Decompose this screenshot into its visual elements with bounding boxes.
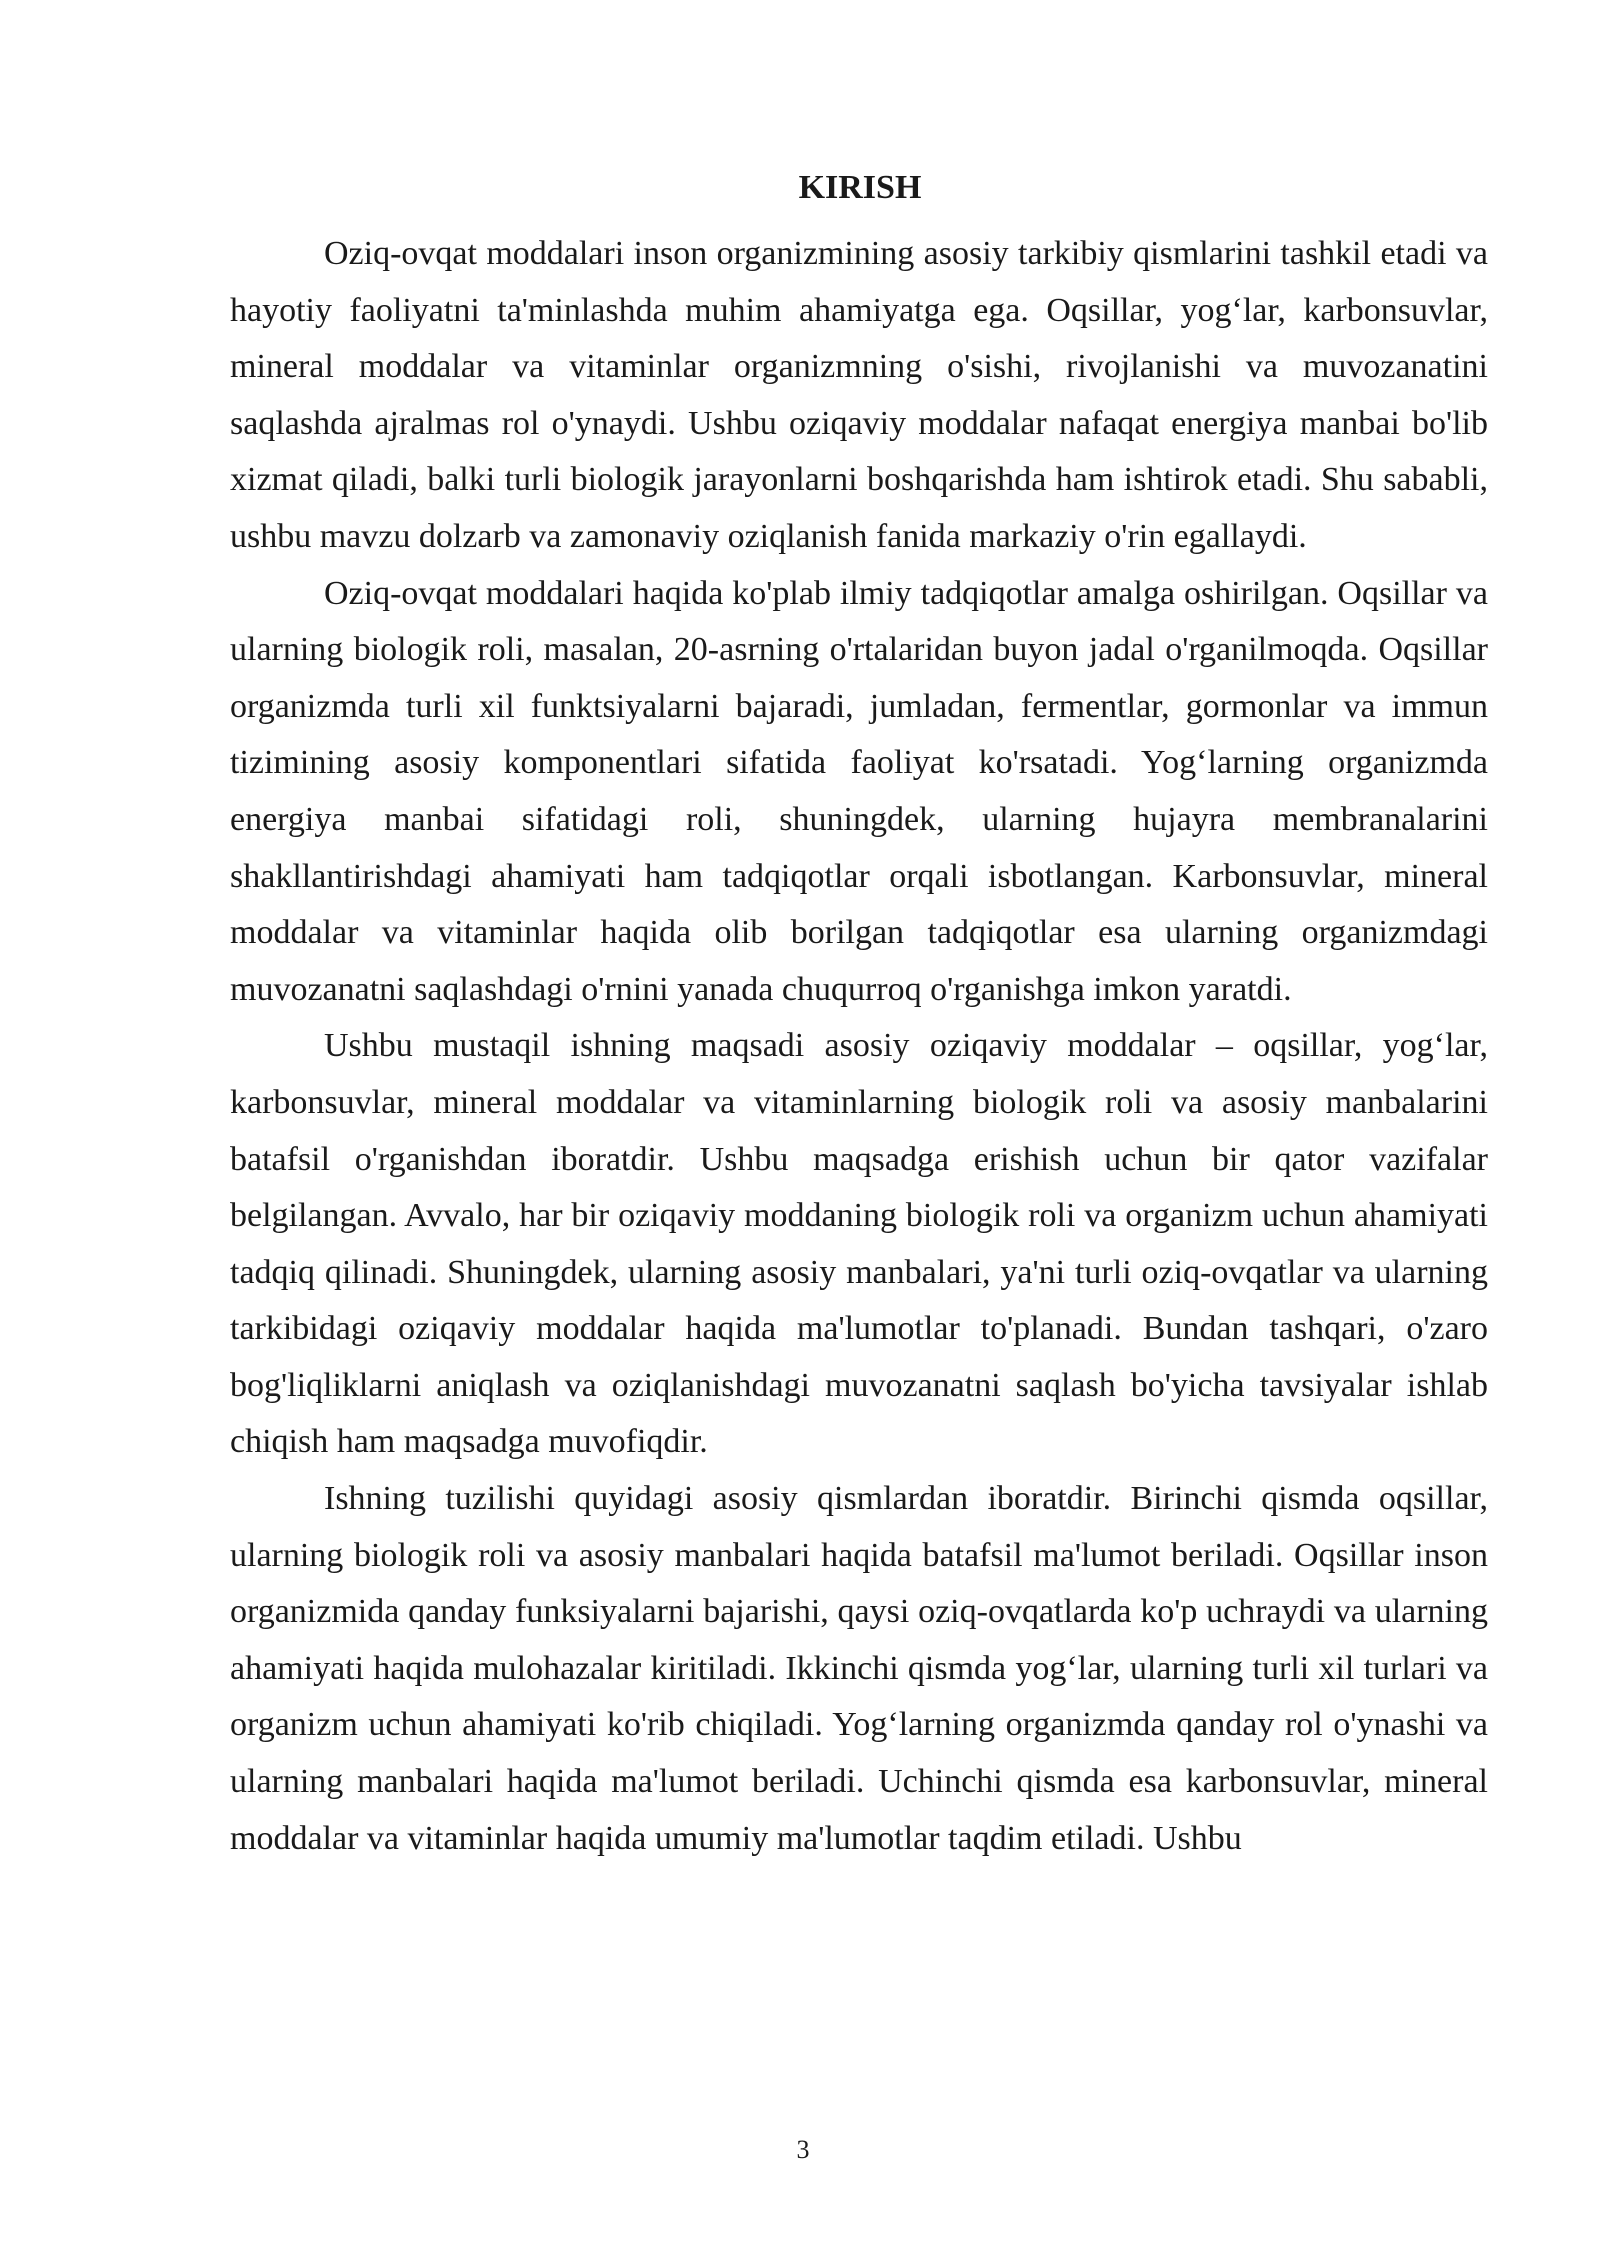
paragraph-structure: Ishning tuzilishi quyidagi asosiy qismlardan iboratdir. Birinchi qismda oqsillar, ularning biologik roli va asosiy manbalari haqida batafsil ma'lumot beriladi. Oqsillar inson organizmida qanday funksiyalarni bajarishi, qaysi oziq-ovqatlarda ko'p uchraydi va ularning ahamiyati haqida mulohazalar kiritiladi. Ikkinchi qismda yog‘lar, ularning turli xil turlari va organizm uchun ahamiyati ko'rib chiqiladi. Yog‘larning organizmda qanday rol o'ynashi va ularning manbalari haqida ma'lumot beriladi. Uchinchi qismda esa karbonsuvlar, mineral moddalar va vitaminlar haqida umumiy ma'lumotlar taqdim etiladi. Ushbu — [230, 1480, 1488, 1857]
paragraph-research: Oziq-ovqat moddalari haqida ko'plab ilmiy tadqiqotlar amalga oshirilgan. Oqsillar va ularning biologik roli, masalan, 20-asrning o'rtalaridan buyon jadal o'rganilmoqda. Oqsillar organizmda turli xil funktsiyalarni bajaradi, jumladan, fermentlar, gormonlar va immun tizimining asosiy komponentlari sifatida faoliyat ko'rsatadi. Yog‘larning organizmda energiya manbai sifatidagi roli, shuningdek, ularning hujayra membranalarini shakllantirishdagi ahamiyati ham tadqiqotlar orqali isbotlangan. Karbonsuvlar, mineral moddalar va vitaminlar haqida olib borilgan tadqiqotlar esa ularning organizmdagi muvozanatni saqlashdagi o'rnini yanada chuqurroq o'rganishga imkon yaratdi. — [230, 574, 1488, 1008]
document-page — [230, 150, 1488, 1867]
page-number: 3 — [796, 2135, 810, 2164]
section-title: KIRISH — [798, 169, 922, 206]
paragraph-goal: Ushbu mustaqil ishning maqsadi asosiy oziqaviy moddalar – oqsillar, yog‘lar, karbonsuvlar, mineral moddalar va vitaminlarning biologik roli va asosiy manbalarini batafsil o'rganishdan iboratdir. Ushbu maqsadga erishish uchun bir qator vazifalar belgilangan. Avvalo, har bir oziqaviy moddaning biologik roli va organizm uchun ahamiyati tadqiq qilinadi. Shuningdek, ularning asosiy manbalari, ya'ni turli oziq-ovqatlar va ularning tarkibidagi oziqaviy moddalar haqida ma'lumotlar to'planadi. Bundan tashqari, o'zaro bog'liqliklarni aniqlash va oziqlanishdagi muvozanatni saqlash bo'yicha tavsiyalar ishlab chiqish ham maqsadga muvofiqdir. — [230, 1027, 1488, 1461]
paragraph-intro: Oziq-ovqat moddalari inson organizmining asosiy tarkibiy qismlarini tashkil etadi va hayotiy faoliyatni ta'minlashda muhim ahamiyatga ega. Oqsillar, yog‘lar, karbonsuvlar, mineral moddalar va vitaminlar organizmning o'sishi, rivojlanishi va muvozanatini saqlashda ajralmas rol o'ynaydi. Ushbu oziqaviy moddalar nafaqat energiya manbai bo'lib xizmat qiladi, balki turli biologik jarayonlarni boshqarishda ham ishtirok etadi. Shu sababli, ushbu mavzu dolzarb va zamonaviy oziqlanish fanida markaziy o'rin egallaydi. — [230, 235, 1488, 555]
